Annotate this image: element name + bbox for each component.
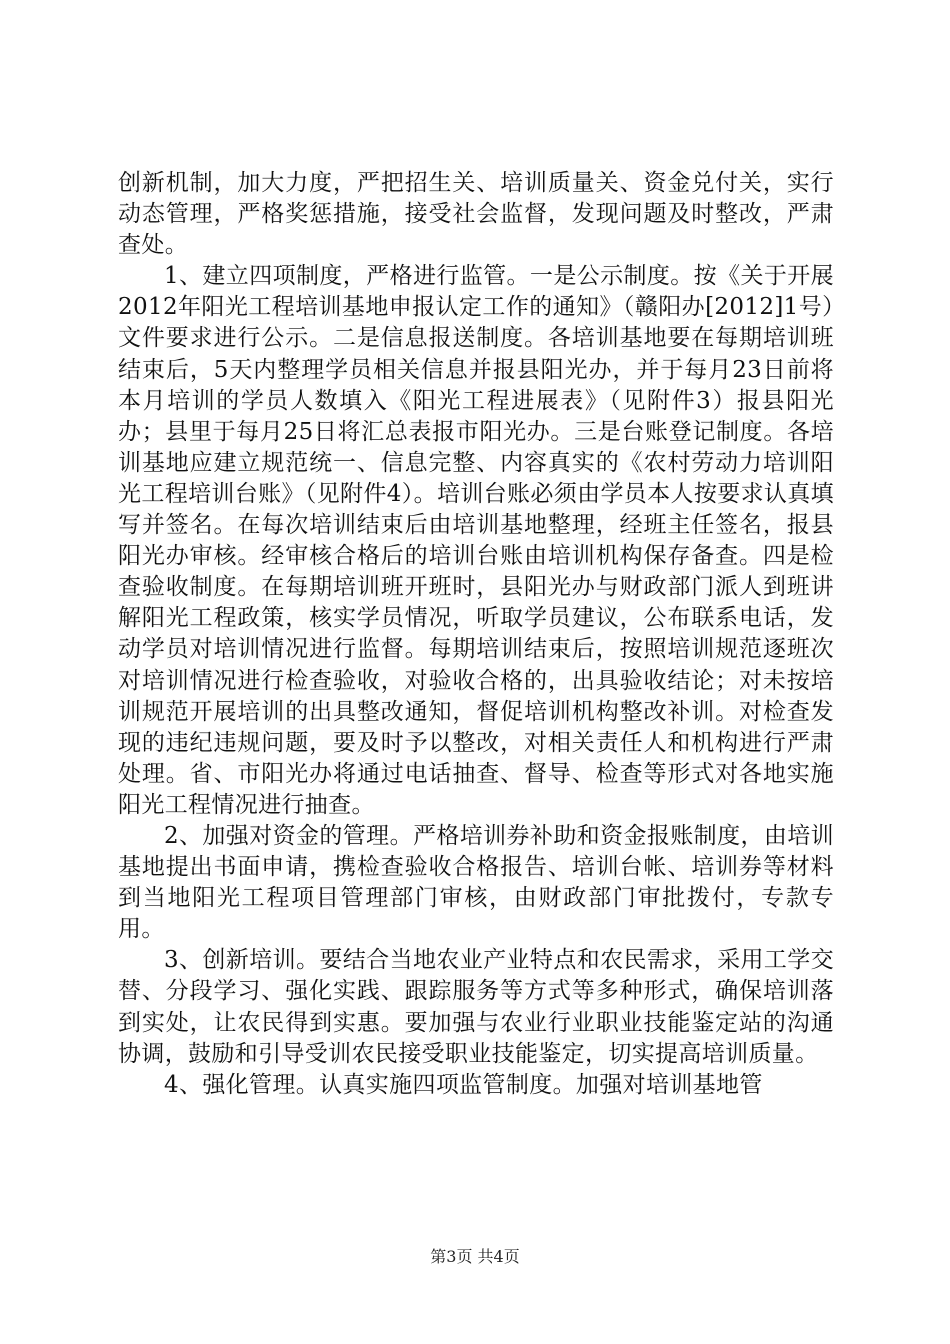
paragraph-3-innovative-training: 3、创新培训。要结合当地农业产业特点和农民需求，采用工学交替、分段学习、强化实践、跟踪服务等方式等多种形式，确保培训落到实处，让农民得到实惠。要加强与农业行业职业技能鉴定站的沟通协调，鼓励和引导受训农民接受职业技能鉴定，切实提高培训质量。 xyxy=(118,947,834,1067)
paragraph-2-fund-management: 2、加强对资金的管理。严格培训券补助和资金报账制度，由培训基地提出书面申请，携检查验收合格报告、培训台帐、培训券等材料到当地阳光工程项目管理部门审核，由财政部门审批拨付，专款专用。 xyxy=(118,822,834,943)
paragraph-1-four-systems: 1、建立四项制度，严格进行监管。一是公示制度。按《关于开展2012年阳光工程培训基地申报认定工作的通知》（赣阳办[2012]1号）文件要求进行公示。二是信息报送制度。各培训基地要在每期培训班结束后，5天内整理学员相关信息并报县阳光办，并于每月23日前将本月培训的学员人数填入《阳光工程进展表》（见附件3）报县阳光办；县里于每月25日将汇总表报市阳光办。三是台账登记制度。各培训基地应建立规范统一、信息完整、内容真实的《农村劳动力培训阳光工程培训台账》（见附件4）。培训台账必须由学员本人按要求认真填写并签名。在每次培训结束后由培训基地整理，经班主任签名，报县阳光办审核。经审核合格后的培训台账由培训机构保存备查。四是检查验收制度。在每期培训班开班时，县阳光办与财政部门派人到班讲解阳光工程政策，核实学员情况，听取学员建议，公布联系电话，发动学员对培训情况进行监督。每期培训结束后，按照培训规范逐班次对培训情况进行检查验收，对验收合格的，出具验收结论；对未按培训规范开展培训的出具整改通知，督促培训机构整改补训。对检查发现的违纪违规问题，要及时予以整改，对相关责任人和机构进行严肃处理。省、市阳光办将通过电话抽查、督导、检查等形式对各地实施阳光工程情况进行抽查。 xyxy=(118,263,834,818)
page-footer xyxy=(0,1247,950,1267)
page-number-label: 第3页 共4页 xyxy=(430,1247,520,1266)
body-text xyxy=(118,168,834,1101)
paragraph-4-strengthen-management: 4、强化管理。认真实施四项监管制度。加强对培训基地管 xyxy=(164,1071,763,1098)
paragraph-continuation: 创新机制，加大力度，严把招生关、培训质量关、资金兑付关，实行动态管理，严格奖惩措施，接受社会监督，发现问题及时整改，严肃查处。 xyxy=(118,170,834,259)
